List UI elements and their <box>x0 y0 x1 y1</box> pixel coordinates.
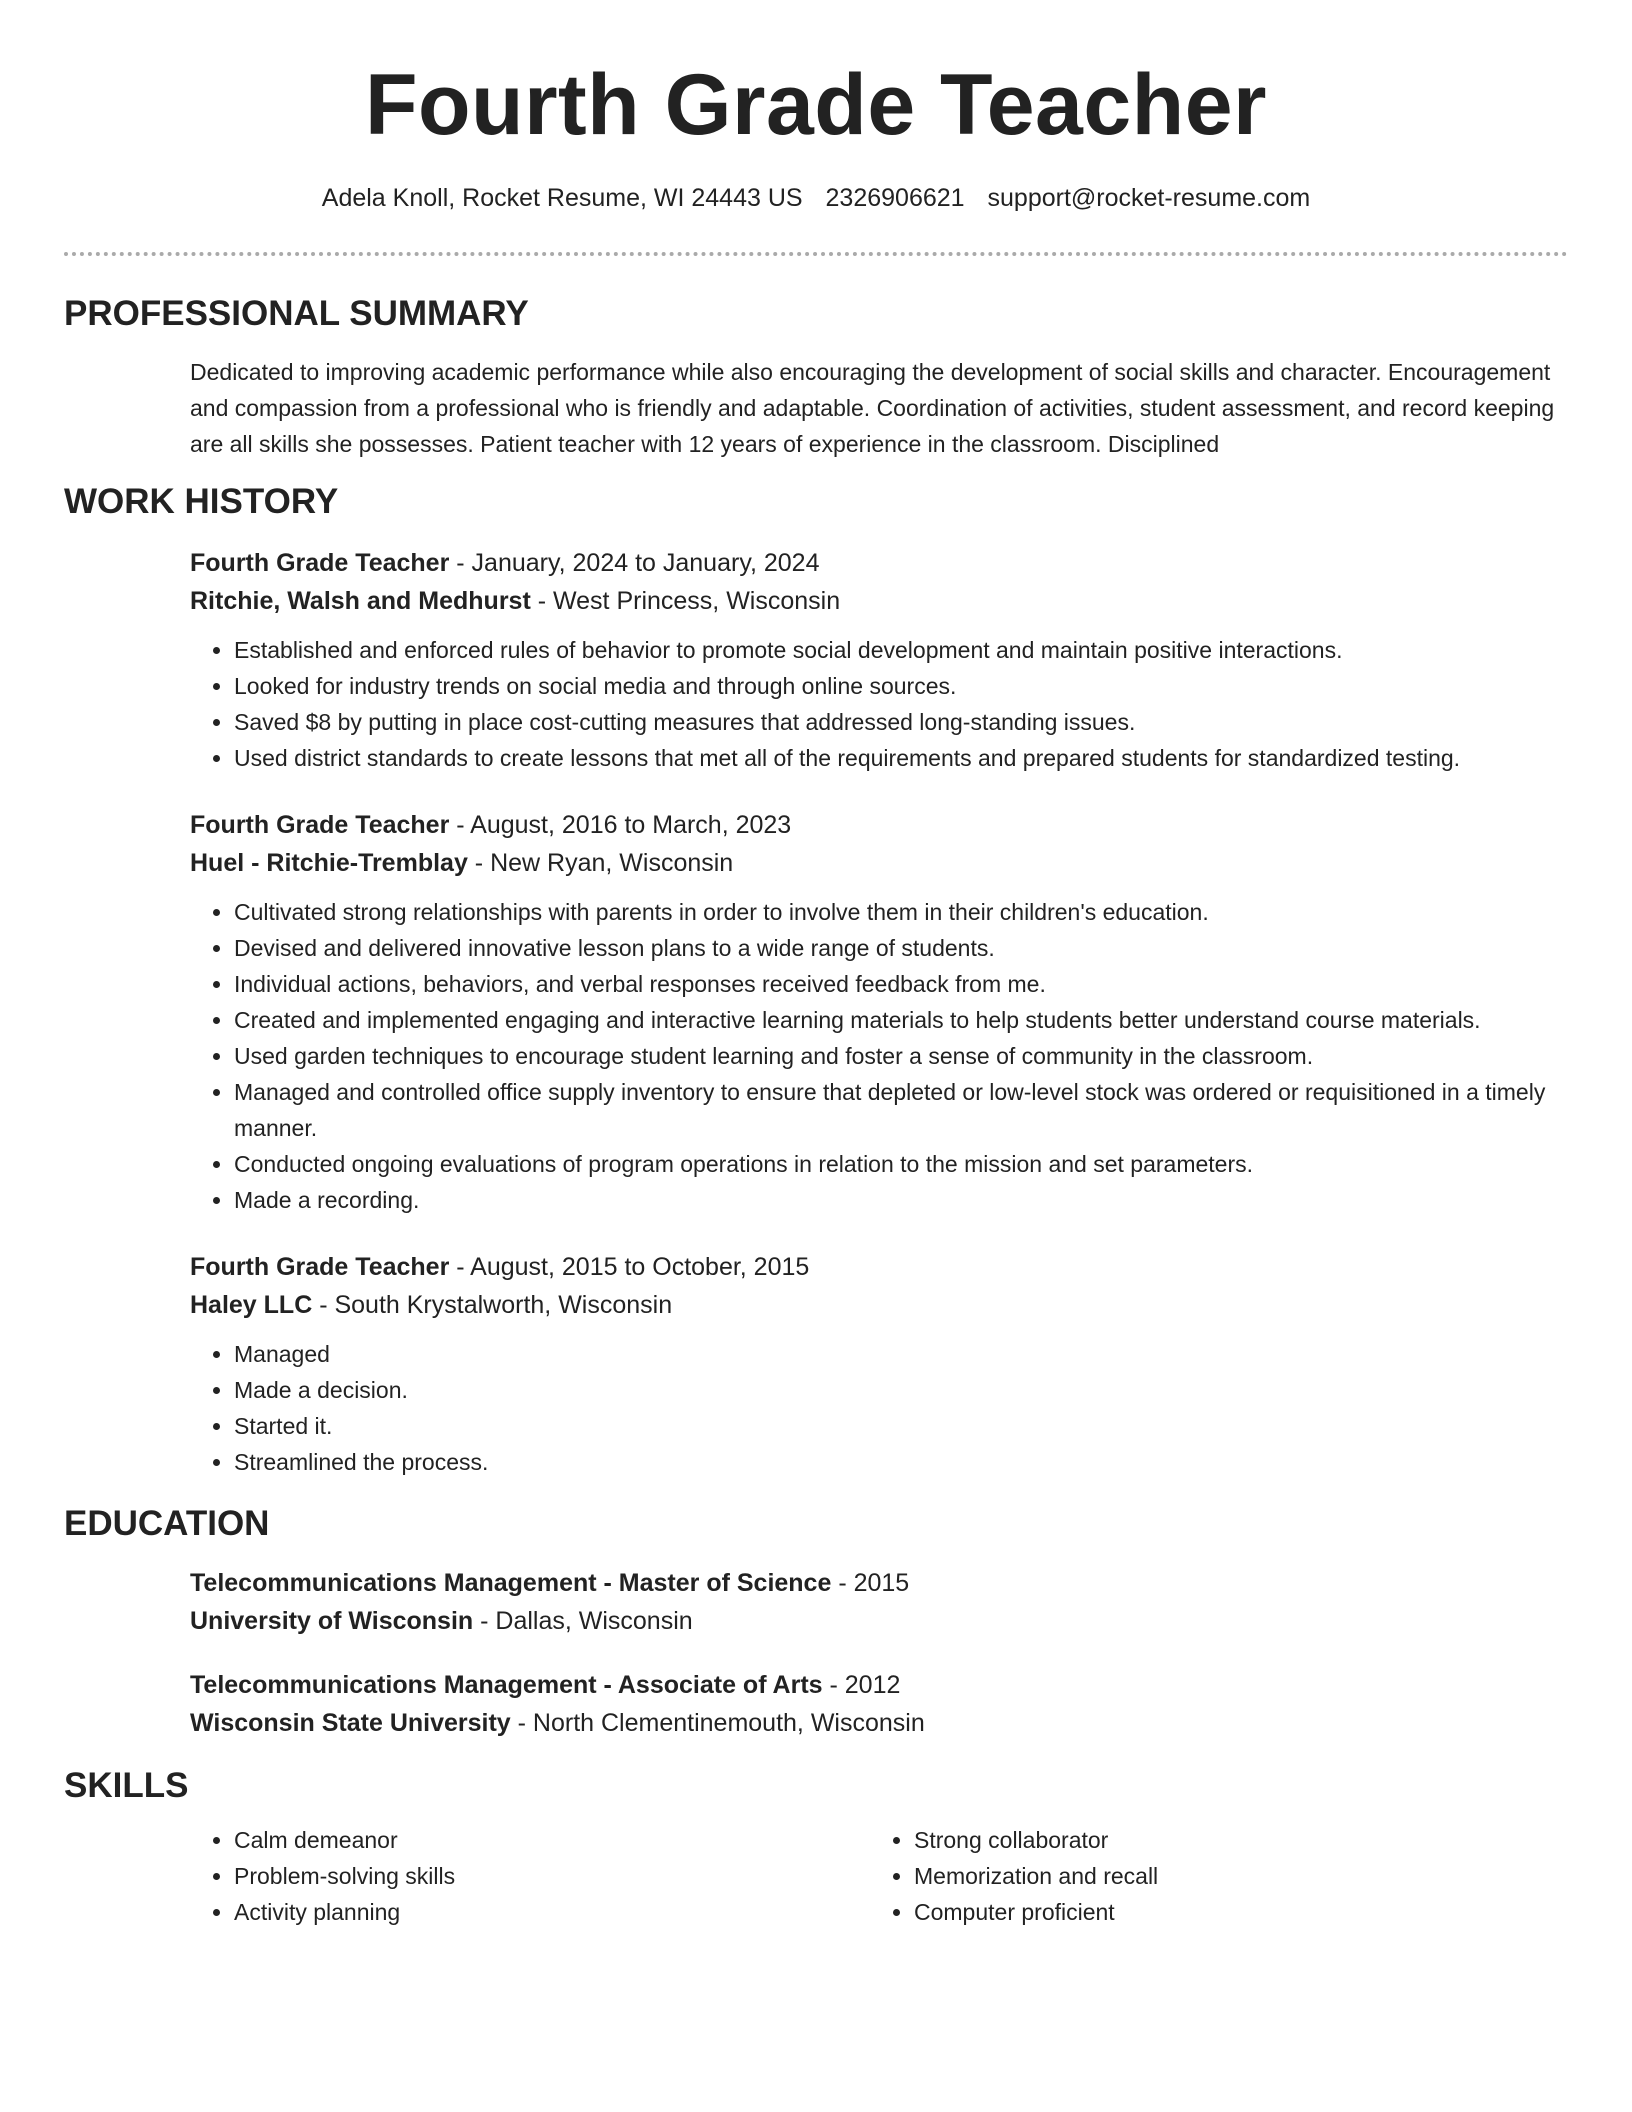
job-title-line <box>190 1248 1568 1286</box>
skills-list-right <box>870 1822 1550 1930</box>
skills-left-column <box>190 1822 870 1930</box>
education-heading: EDUCATION <box>64 1504 270 1543</box>
work-history-heading: WORK HISTORY <box>64 482 339 521</box>
education-section <box>64 1502 1568 1742</box>
bullet-item: • Streamlined the process. <box>234 1444 1568 1480</box>
resume-title: Fourth Grade Teacher <box>364 57 1268 153</box>
skill-item: • Calm demeanor <box>234 1822 870 1858</box>
bullet-item: • Managed and controlled office supply inventory to ensure that depleted or low-level stock was ordered or requisitioned in a timely manner. <box>234 1074 1568 1146</box>
bullet-item: • Made a decision. <box>234 1372 1568 1408</box>
bullet-item: • Used district standards to create lessons that met all of the requirements and prepared students for standardized testing. <box>234 740 1568 776</box>
bullet-item: • Individual actions, behaviors, and verbal responses received feedback from me. <box>234 966 1568 1002</box>
job-title-line <box>190 806 1568 844</box>
skills-list-left <box>190 1822 870 1930</box>
summary-text: Dedicated to improving academic performance while also encouraging the development of social skills and character. Encouragement and compassion from a professional who is friendly and adaptable. Coordination of activities, student assessment, and record keeping are all skills she possesses. Patient teacher with 12 years of experience in the classroom. Disciplined <box>190 359 1555 457</box>
bullet-item: • Established and enforced rules of behavior to promote social development and maintain positive interactions. <box>234 632 1568 668</box>
contact-address: Adela Knoll, Rocket Resume, WI 24443 US <box>321 184 803 212</box>
edu-location: - Dallas, Wisconsin <box>473 1607 693 1635</box>
bullet-item: • Saved $8 by putting in place cost-cutting measures that addressed long-standing issues. <box>234 704 1568 740</box>
edu-location: - North Clementinemouth, Wisconsin <box>510 1709 925 1737</box>
skill-item: • Memorization and recall <box>914 1858 1550 1894</box>
job-location: - New Ryan, Wisconsin <box>467 849 734 877</box>
edu-school-line <box>190 1704 1568 1742</box>
bullet-item: • Managed <box>234 1336 1568 1372</box>
bullet-item: • Cultivated strong relationships with parents in order to involve them in their children's education. <box>234 894 1568 930</box>
job-entry <box>190 544 1568 776</box>
skills-section <box>64 1764 1568 1930</box>
job-title-line <box>190 544 1568 582</box>
bullet-item: • Made a recording. <box>234 1182 1568 1218</box>
bullet-item: • Started it. <box>234 1408 1568 1444</box>
job-company: Haley LLC <box>190 1291 313 1319</box>
skill-item: • Computer proficient <box>914 1894 1550 1930</box>
job-location: - South Krystalworth, Wisconsin <box>312 1291 673 1319</box>
bullet-item: • Used garden techniques to encourage student learning and foster a sense of community in the classroom. <box>234 1038 1568 1074</box>
edu-year: - 2012 <box>822 1671 901 1699</box>
bullet-item: • Conducted ongoing evaluations of program operations in relation to the mission and set parameters. <box>234 1146 1568 1182</box>
job-role: Fourth Grade Teacher <box>190 1253 450 1281</box>
job-location: - West Princess, Wisconsin <box>530 587 841 615</box>
education-entry <box>190 1564 1568 1640</box>
skills-columns <box>190 1822 1568 1930</box>
resume-page <box>64 0 1568 1930</box>
contact-phone: 2326906621 <box>825 184 965 212</box>
job-bullets <box>190 1336 1568 1480</box>
job-company: Huel - Ritchie-Tremblay <box>190 849 468 877</box>
job-company-line <box>190 1286 1568 1324</box>
contact-line <box>64 182 1568 214</box>
skill-item: • Strong collaborator <box>914 1822 1550 1858</box>
skills-heading: SKILLS <box>64 1766 189 1805</box>
skill-item: • Problem-solving skills <box>234 1858 870 1894</box>
education-entry <box>190 1666 1568 1742</box>
edu-degree: Telecommunications Management - Associate of Arts <box>190 1671 823 1699</box>
edu-degree: Telecommunications Management - Master of Science <box>190 1569 832 1597</box>
skill-item: • Activity planning <box>234 1894 870 1930</box>
job-dates: - August, 2016 to March, 2023 <box>449 811 792 839</box>
skills-right-column <box>870 1822 1550 1930</box>
work-history-section <box>64 480 1568 1480</box>
edu-degree-line <box>190 1564 1568 1602</box>
bullet-item: • Devised and delivered innovative lesson plans to a wide range of students. <box>234 930 1568 966</box>
edu-school-line <box>190 1602 1568 1640</box>
edu-year: - 2015 <box>831 1569 910 1597</box>
summary-heading: PROFESSIONAL SUMMARY <box>64 294 529 333</box>
bullet-item: • Looked for industry trends on social media and through online sources. <box>234 668 1568 704</box>
job-bullets <box>190 632 1568 776</box>
contact-email: support@rocket-resume.com <box>987 184 1311 212</box>
edu-school: Wisconsin State University <box>190 1709 511 1737</box>
job-role: Fourth Grade Teacher <box>190 811 450 839</box>
job-company-line <box>190 844 1568 882</box>
job-bullets <box>190 894 1568 1218</box>
job-role: Fourth Grade Teacher <box>190 549 450 577</box>
bullet-item: • Created and implemented engaging and interactive learning materials to help students better understand course materials. <box>234 1002 1568 1038</box>
job-company-line <box>190 582 1568 620</box>
job-entry <box>190 806 1568 1218</box>
job-company: Ritchie, Walsh and Medhurst <box>190 587 531 615</box>
job-entry <box>190 1248 1568 1480</box>
job-dates: - January, 2024 to January, 2024 <box>449 549 820 577</box>
header-divider <box>64 252 1568 256</box>
edu-school: University of Wisconsin <box>190 1607 474 1635</box>
summary-section <box>64 292 1568 462</box>
job-dates: - August, 2015 to October, 2015 <box>449 1253 810 1281</box>
edu-degree-line <box>190 1666 1568 1704</box>
